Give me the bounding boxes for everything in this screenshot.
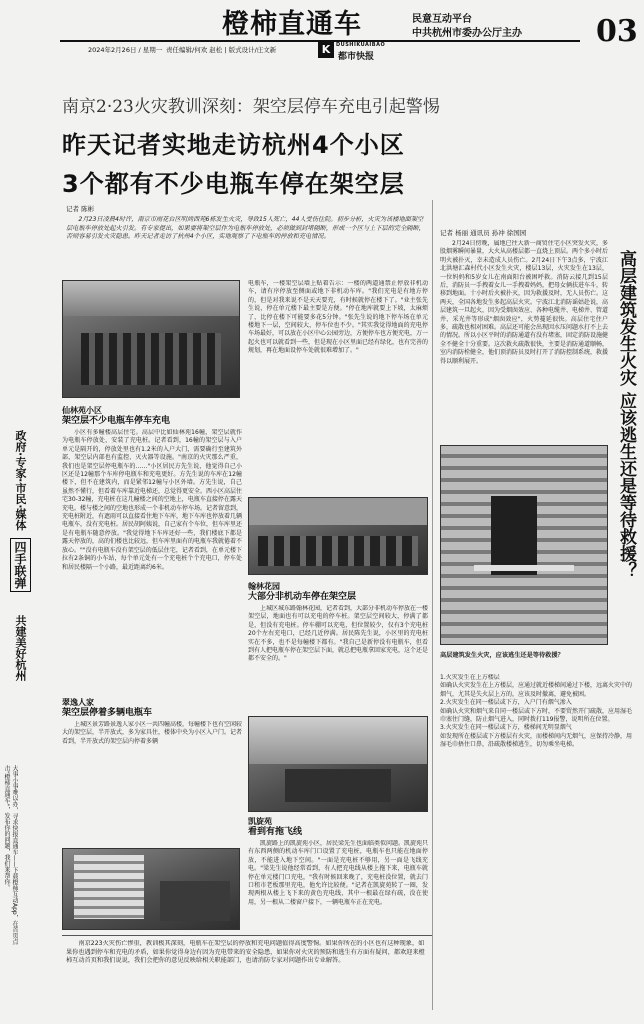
footer-note: 南京223火灾伤亡惨重，教训极其深刻，电瓶车在架空层的停放和充电问题值得高度警惕。如果你所在的小区也有这种现象，如果你也遇到停车和充电的矛盾，如果你觉得身边有因为充电带来的安全隐患，如果你对火灾的预防和逃生有方面有疑问，都欢迎来橙柿互动首页和我们说说，我们会把你的意见反映给相关职能部门，也请消防专家对问题作出专业解答。 [66,940,425,965]
masthead [0,0,644,68]
photo-parking-lot [248,497,428,575]
section-body-xianlin: 小区有多幢楼高层住宅。高层中比如仙林苑16幢，架空层就作为电瓶车停放处，安装了充电桩。记者看到，16幢的架空层与入户单元是隔开的，停放处里也有1.2米的入户大门，需要确行至建筑外部，架空层内部也有监控、灭火器等设施。"南京的火灾那么严重，我们也是架空层停电瓶车的……"小区居民方先生说，他觉得自己小区还是12幢那个车库停电瓶车和充电更好。方先生说的车库在12幢楼下，但不在建筑内，而是紧邻12幢与小区外墙。方先生说，自己虽然不懂行，但看着车库靠近电梯还，总觉得更安全。西小区高层住宅30-32幢，充电桩在这几幢楼之间的空地上，电瓶车直接停在露天充电。楼与楼之间的空地也形成一个非机动车停车场。记者留意到，充电桩附近，有遮雨可以直接看住地下车库，地下车库也停放着几辆电瓶车，没有充电桩。居民胡阿姨说，自己家有个车位，但车库里还是有电瓶车随意停放。"我觉得地下车库还好一些，我们楼底下都是露天停放的，高的们楼也比较远，但车库里面有的电瓶车我就倦着不放心。""没有电瓶车没有架空层的低层住宅，记者看到，在单元楼下拉有2条铜的小车站，每个单元处有一个充电桩个个充电口，停车处和居民楼隔一个小路，最近距离约6米。 [62,429,242,571]
brand-en: DUSHIKUAIBAO [336,42,386,48]
section-title-xianlin: 架空层不少电瓶车停车充电 [62,416,171,426]
safety-tips: 1.火灾发生在上方楼层 如确认火灾发生在上方楼层，应通过就近楼梯间通过下楼，远离火灾中的烟气，尤其是失火层上方的，应该及时撤离，避免被困。 2.火灾发生在同一楼层或下方，入户门有烟气渗入 如确认火灾和烟气来自同一楼层或下方时，不要贸然开门疏散，应用湿毛巾塞住门缝，防止烟气进入，同时拨打119报警，说明所在位置。 3.火灾发生在同一楼层或下方，楼梯间无明显烟气 如发现所在楼层或下方楼层有火灾，而楼梯间内无烟气，应保持冷静，用湿毛巾捂住口鼻，沿疏散楼梯逃生，切勿乘坐电梯。 [440,674,632,749]
tagline-2: 中共杭州市委办公厅主办 [412,28,522,39]
footer-rule [62,935,432,936]
column-divider [432,200,433,1010]
left-note: 大事小事难以办，寻求快报直通车——下载橙柿互动App，在首页点击"橙柿直通车"，发布你的问题，我们来帮你。 [3,765,18,945]
headline-kicker: 南京2·23火灾教训深刻：架空层停车充电引起警惕 [62,97,440,117]
page-number: 03 [596,14,638,49]
photo-fire-rescue [440,445,608,645]
byline: 记者 陈彬 [66,205,95,213]
tagline-1: 民意互动平台 [412,14,472,25]
column-b-bottom [248,816,428,950]
brand-logo-icon: K [318,42,334,58]
section-place-kaixuan: 凯旋苑 [248,817,272,826]
side-label-3: 共建美好杭州 [14,615,27,681]
section-body-kaixuan: 凯旋路上的凯旋苑小区，居民梁先生也面临类似问题。凯旋苑只有东西两侧的机动车库门口设置了充电桩，电瓶车也只能在地面停放，不能进入地下空间。"一面是充电桩不够用，另一面是飞线充电。"梁先生说他经常看到，有人把充电线从楼上拖下来，电瓶车就停在单元楼门口充电，"我有时候回来晚了，充电桩没位置，就去门口租市老板那里充电，他允许比较便。"记者在凯旋苑转了一圈，发现两根从楼上飞下来的黄色充电线，其中一根最在绿有疏，没在使用，另一根从二楼窗户接下，一辆电瓶车正在充电。 [248,840,428,906]
section-title-cuiyi: 架空层停着多辆电瓶车 [62,708,153,718]
dateline: 2024年2月26日 / 星期一 [88,46,163,54]
section-title-kaixuan: 看到有拖飞线 [248,827,303,837]
column-c-body: 2月24日傍晚，属地已往大新一商贸住宅小区突发火灾，多股烟雾瞬间暴量，大火从高楼层都一直烧上顶层。两个多小时后明火被扑灭，幸未造成人员伤亡。2月24日下午3点多，宁波江北洪塘汇森村代小区发生火灾，楼层13层，火灾发生在13层，一位妈妈和5岁女儿在南面阳台被困呼救。消防云接几到15层后，消防员一手拽着女儿一手拽着妈妈，把母女俩扶进车斗，转移到地面。十小时后火被扑灭，因为救援及时，无人员伤亡。这两天，全国各地发生多起高层火灾。宁波江北消防谣姑赴说，高层建筑一旦起火，因为受烟囱效应、各种电缆井、电梯井、管道井、采光井等形成"烟囱效应"，火势蔓延很快。高层住宅住户多，疏散也相对困难。高层还可能会出现因水压问题水打不上去的情况。所以小区平时的消防通道有没有堵塞，固定消防设施健全不健全十分重要。这次救火疏散很快，主要是消防通道顺畅，室内消防栓健全，他们顶消防员及时打开了消防控制系统，救援得以顺利展开。 [440,240,608,365]
headline-main-2: 3个都有不少电瓶车停在架空层 [62,170,405,198]
section-place-hanlin: 翰林花园 [248,582,280,591]
photo-charging-wire [248,716,428,812]
brand-name: 都市快报 [338,52,375,62]
lead-paragraph: 2月23日凌晨4时许，南京市雨花台区明尚西苑6栋发生火灾，导致15人死亡，44人受伤住院。初步分析，火灾为该楼地面架空层电瓶车停放处起火引发。有专家提出，如果要将架空层作为电瓶车停放处，必须做到封堵隔断，形成一个区与上下层的完全隔断，否则容易引发火灾隐患。昨天记者走访了杭州4个小区，实地观察了下电瓶车的停放和充电情况。 [66,216,425,241]
photo-caption: 高层建筑发生火灾，应该逃生还是等待救援？ [440,652,564,659]
side-label-2: 四手联弹 [10,538,31,592]
section-title-hanlin: 大部分非机动车停在架空层 [248,592,357,602]
editors: 责任编辑/何欢 赵松 | 版式设计/庄文新 [166,46,277,54]
section-body-cuiyi: 上城区景芳路景逸人家小区一共四幢高楼，每幢楼下也有空闲较大的架空层，半开放式，多为家具住，楼体中央为小区入户门。记者看到，半开放式的架空层内停着多辆 [62,721,242,745]
section-place-xianlin: 仙林苑小区 [62,406,102,415]
side-label-1: 政府·专家·市民·媒体 [14,430,27,531]
section-place-cuiyi: 翠逸人家 [62,698,94,707]
photo-garage-bikes [62,280,240,398]
column-b-middle [248,581,428,725]
column-c-byline: 记者 杨丽 通讯员 孙冲 徐国园 [440,229,527,237]
section-body-cuiyi-cont: 电瓶车，一楼架空层墙上贴着告示：一楼的两道通禁止停放非机动车，请有序停放至侧面或地下非机动车库。"我们充电是有地方停的，但是对我来说不是天天要充，有时候就停在楼下了。"业主张先生说，停在单元楼下最主要是方便。"停在地库就要上下坡，太麻烦了，比停在楼下可能要多花5分钟。"张先生说的地下停车场在单元楼地下一层，空间较大，停车位也不少。"其实我觉得地面的充电停车场最好，可以放在小区中心公园旁边，方便停车也方便充电，万一起火也可以就看到一些，但是现在小区里面已经有绿化，也有完善的规划，再在地面设停车处就很难增加了。" [248,280,428,355]
column-a [62,405,242,755]
headline-main-1: 昨天记者实地走访杭州4个小区 [62,131,405,159]
column-title: 橙柿直通车 [222,9,362,40]
headline-block [62,92,632,199]
section-body-hanlin: 上城区城东路翰林花园，记者看到，大部分非机动车停放在一楼架空层，地面也有可以充电的停车桩。架空层空间较大，停满了都是，但没有充电桩。停车棚可以充电，但位置较少，仅有3个充电桩20个左右充电口，已经几近停满。居民陈先生说，小区里的充电桩实在不多，也不是每幢楼下都有。"我自己是新停没有电瓶车，但看到有人把电瓶车停在架空层下面，就总把电瓶拿回家充电，这个还是都不安全的。" [248,605,428,663]
vertical-headline: 高层建筑发生火灾 应该逃生还是等待救援？ [616,250,636,579]
column-b [248,280,428,490]
photo-residential-building [62,848,240,930]
